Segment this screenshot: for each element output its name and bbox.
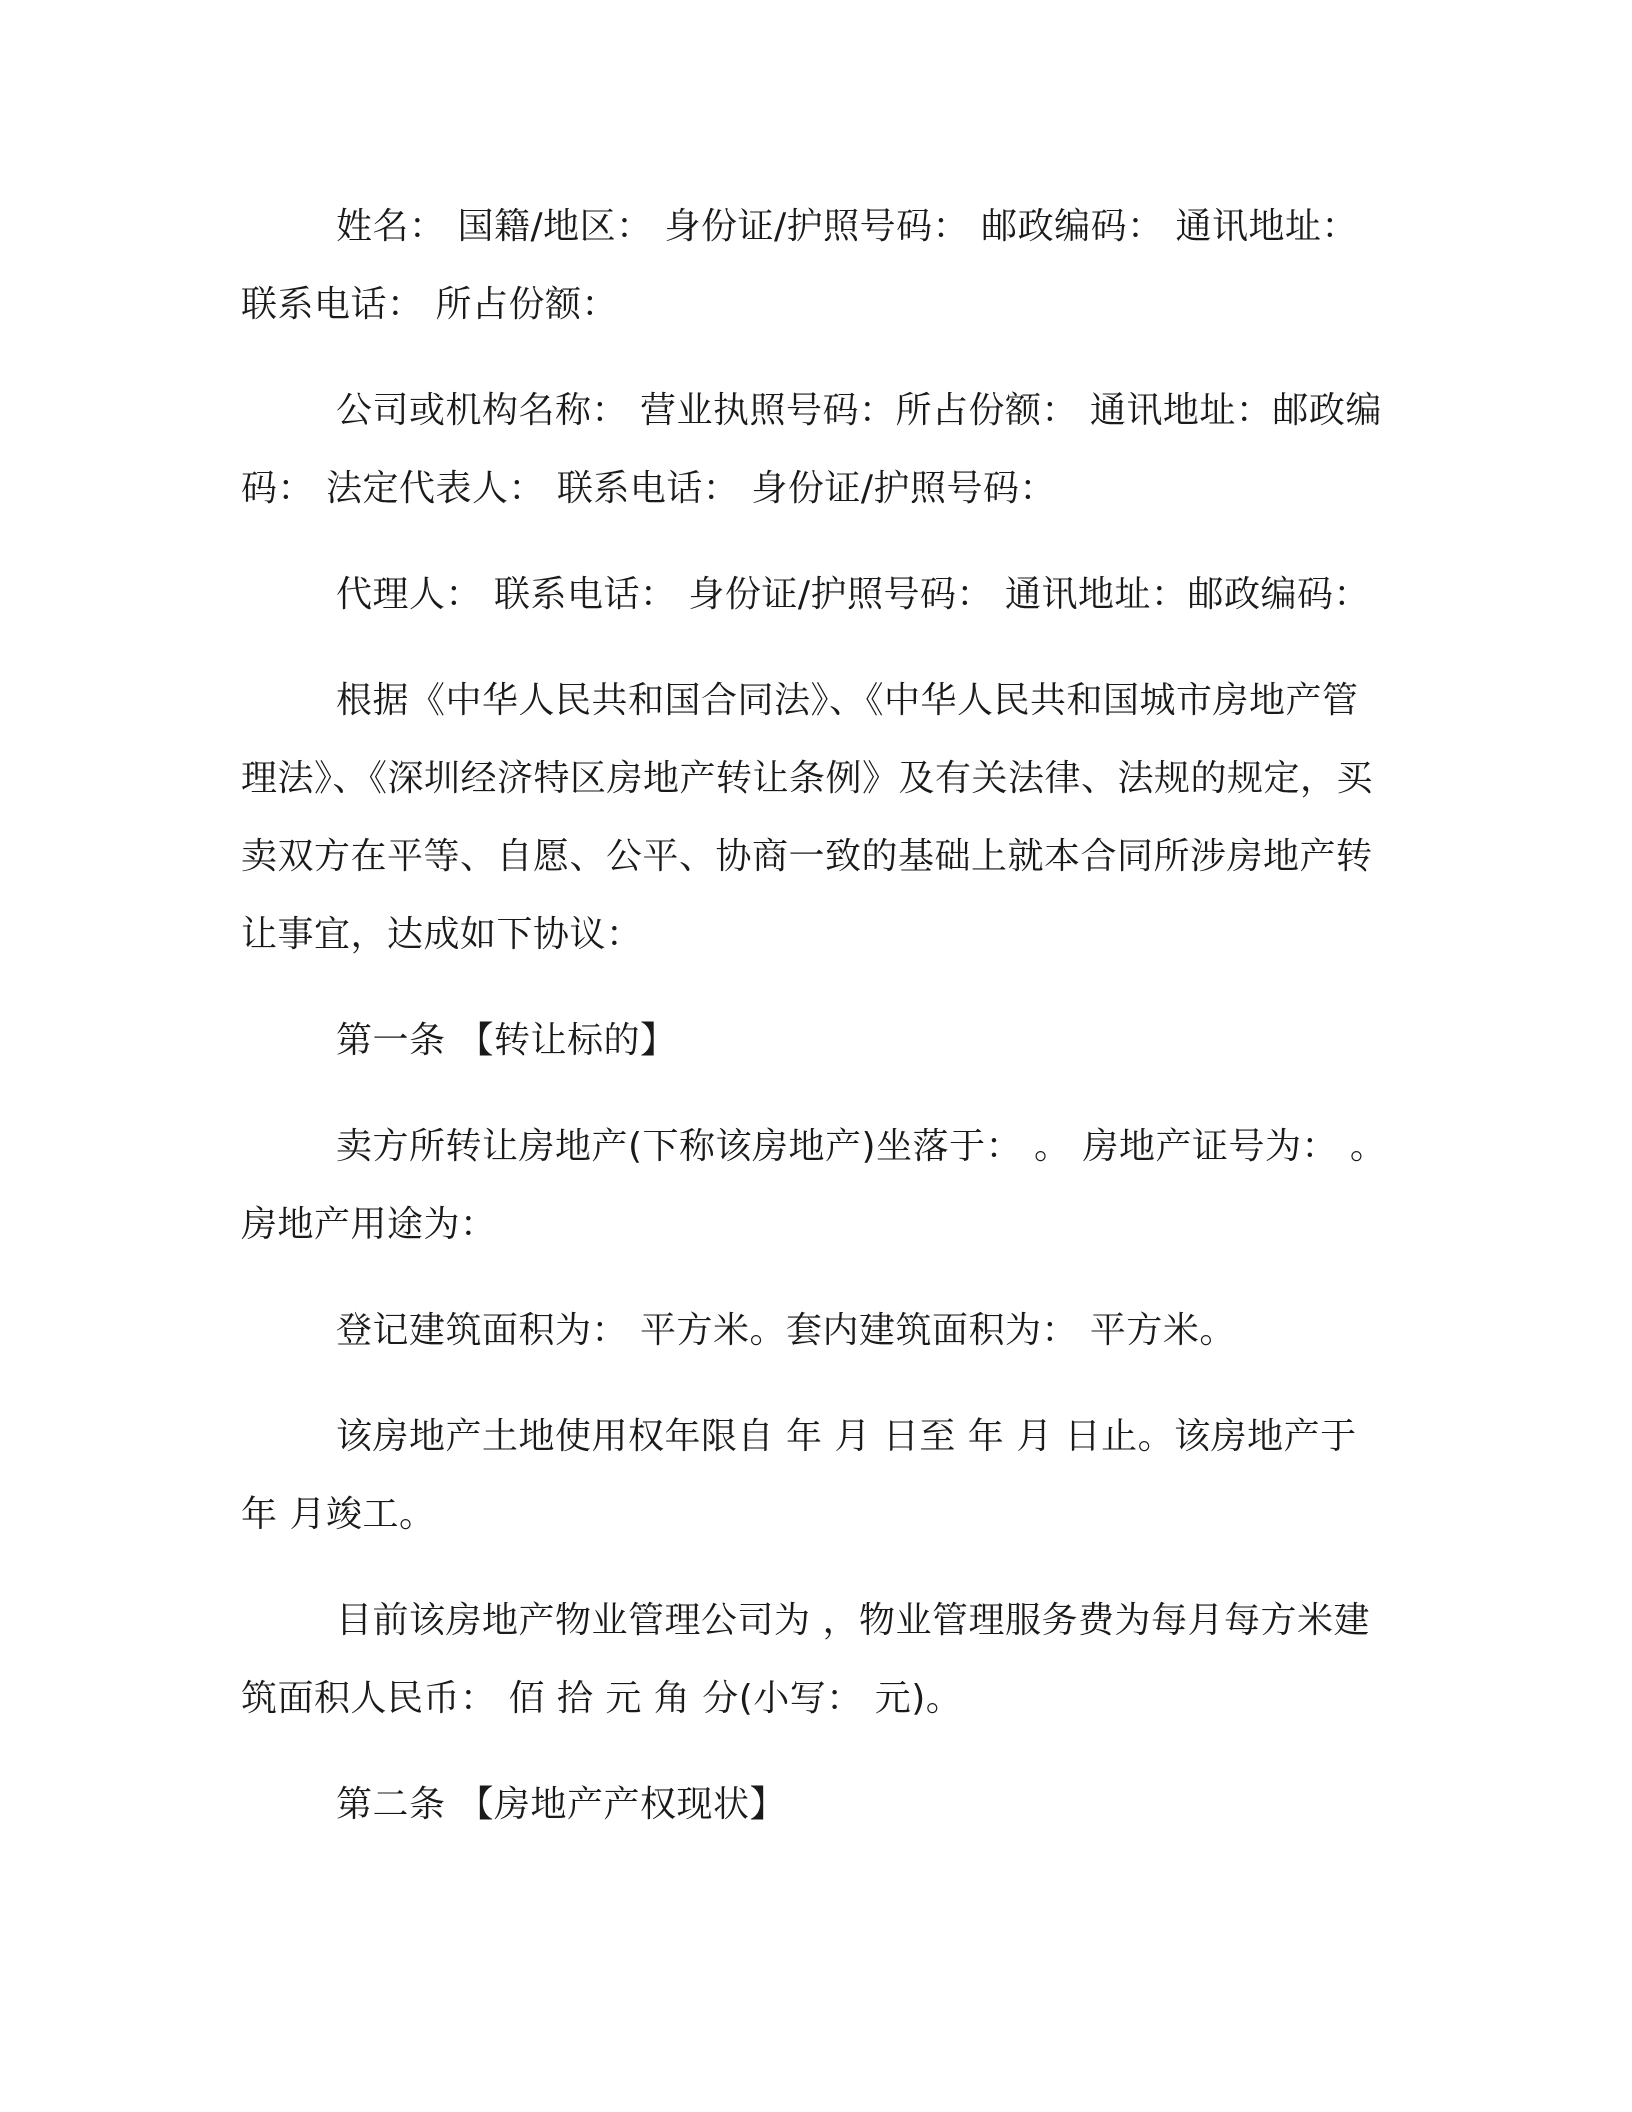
document-page	[241, 188, 1391, 1872]
agent-fields: 代理人： 联系电话： 身份证/护照号码： 通讯地址：邮政编码：	[336, 574, 1370, 615]
property-area-paragraph: 登记建筑面积为： 平方米。套内建筑面积为： 平方米。	[336, 1310, 1236, 1351]
property-location-paragraph: 卖方所转让房地产(下称该房地产)坐落于： 。 房地产证号为： 。 房地产用途为：	[241, 1126, 1387, 1245]
article-1-heading: 第一条 【转让标的】	[336, 1020, 677, 1061]
legal-basis-paragraph: 根据《中华人民共和国合同法》、《中华人民共和国城市房地产管理法》、《深圳经济特区房地产转让条例》及有关法律、法规的规定，买卖双方在平等、自愿、公平、协商一致的基础上就本合同所涉房地产转让事宜，达成如下协议：	[241, 680, 1374, 955]
land-use-term-paragraph: 该房地产土地使用权年限自 年 月 日至 年 月 日止。该房地产于 年 月竣工。	[241, 1416, 1357, 1535]
article-2-heading: 第二条 【房地产产权现状】	[336, 1784, 786, 1825]
party-company-fields: 公司或机构名称： 营业执照号码：所占份额： 通讯地址：邮政编码： 法定代表人： 联系电话： 身份证/护照号码：	[241, 390, 1382, 509]
party-individual-fields: 姓名： 国籍/地区： 身份证/护照号码： 邮政编码： 通讯地址： 联系电话： 所占份额：	[241, 206, 1359, 325]
property-management-paragraph: 目前该房地产物业管理公司为 ，物业管理服务费为每月每方米建筑面积人民币： 佰 拾 元 角 分(小写： 元)。	[241, 1600, 1370, 1719]
